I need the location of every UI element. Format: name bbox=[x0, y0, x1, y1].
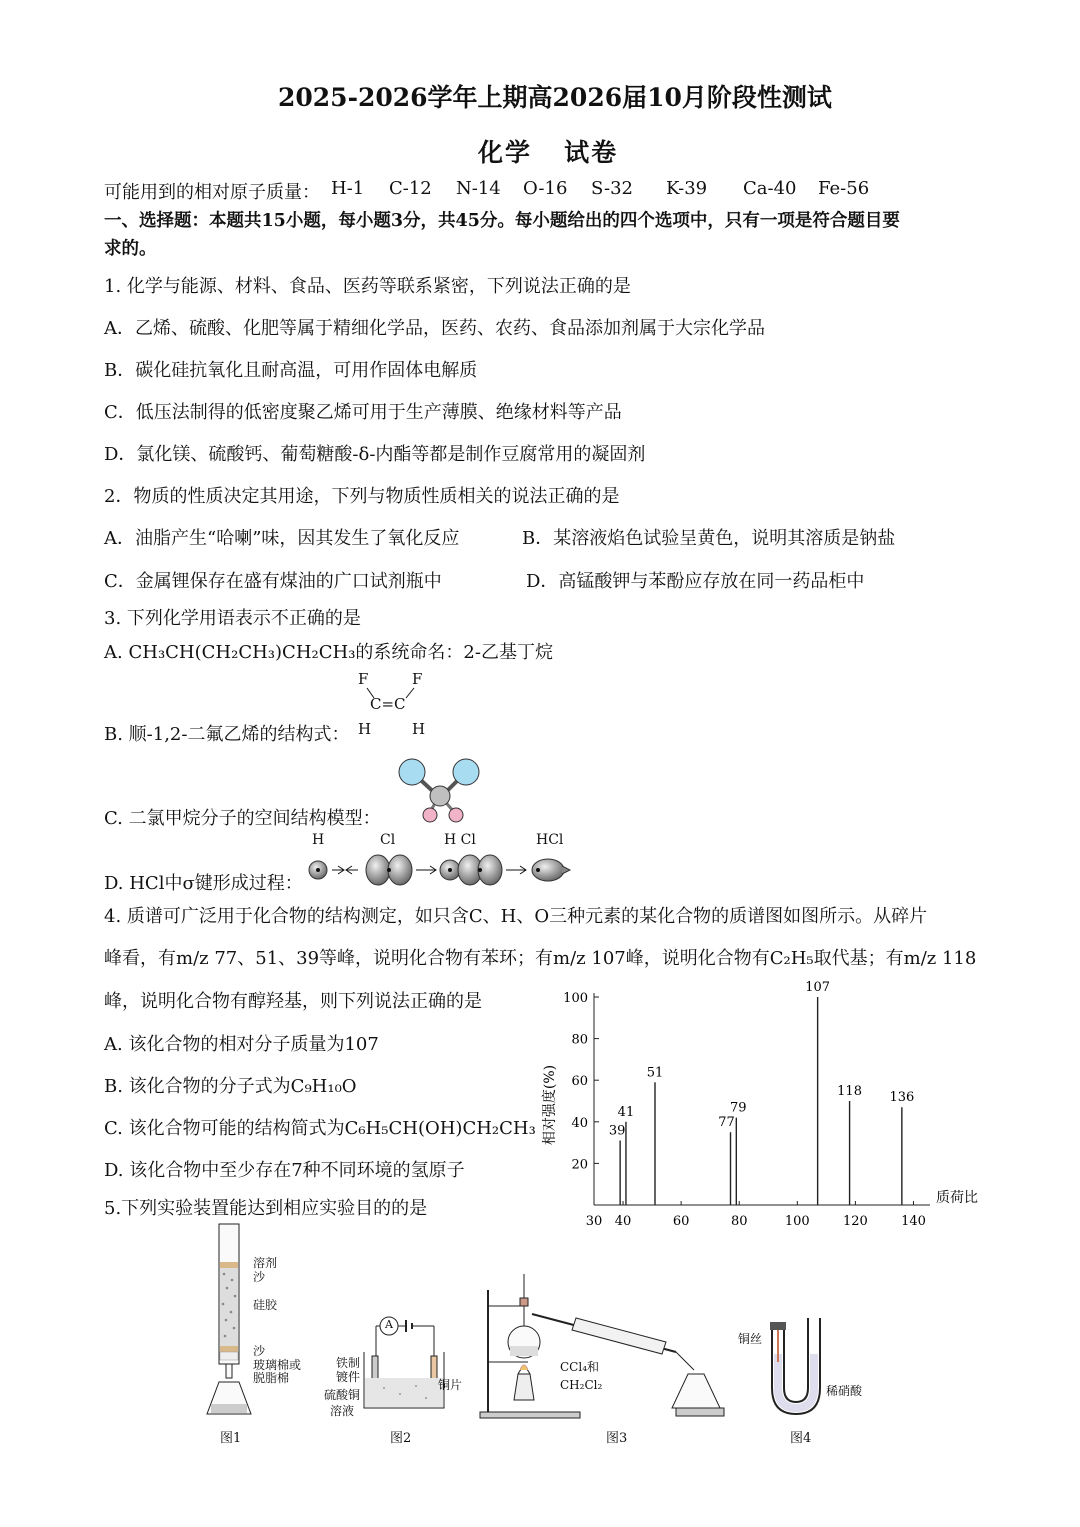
peak-label: 79 bbox=[730, 1100, 747, 1116]
atomic-mass-item: N-14 bbox=[456, 178, 501, 199]
label-cl: Cl bbox=[380, 832, 396, 848]
x-tick-label: 140 bbox=[901, 1214, 926, 1229]
atomic-mass-item: Ca-40 bbox=[743, 178, 797, 199]
fig3-label-ccl4: CCl₄和 bbox=[560, 1360, 600, 1374]
atomic-mass-item: S-32 bbox=[591, 178, 633, 199]
fig2-label-cuso4-1: 硫酸铜 bbox=[324, 1388, 361, 1402]
peak-label: 51 bbox=[646, 1065, 664, 1081]
mass-spectrum-chart bbox=[530, 975, 980, 1235]
subject-title bbox=[478, 133, 618, 169]
peak-label: 107 bbox=[805, 980, 831, 995]
fig1-caption: 图1 bbox=[220, 1431, 242, 1446]
fig2-label-iron2: 镀件 bbox=[336, 1370, 361, 1384]
cl-orbital-left bbox=[366, 855, 390, 885]
q1-option-a: A．乙烯、硫酸、化肥等属于精细化学品，医药、农药、食品添加剂属于大宗化学品 bbox=[104, 318, 765, 339]
q4-option-b: B. 该化合物的分子式为C₉H₁₀O bbox=[104, 1076, 357, 1097]
fig2-caption: 图2 bbox=[390, 1431, 412, 1446]
q4-option-d: D. 该化合物中至少存在7种不同环境的氢原子 bbox=[104, 1160, 465, 1181]
x-tick-label: 40 bbox=[614, 1214, 632, 1229]
fig3-caption: 图3 bbox=[606, 1431, 628, 1446]
sigma-bond-diagram bbox=[300, 832, 580, 892]
atomic-mass-item: H-1 bbox=[331, 178, 365, 199]
y-tick-label: 100 bbox=[563, 991, 588, 1006]
y-tick-label: 80 bbox=[571, 1032, 588, 1048]
q1-option-b: B．碳化硅抗氧化且耐高温，可用作固体电解质 bbox=[104, 360, 478, 381]
q2-option-b: B．某溶液焰色试验呈黄色，说明其溶质是钠盐 bbox=[522, 528, 896, 549]
paper-name: 试卷 bbox=[564, 138, 619, 167]
fig1-label-sand-top: 沙 bbox=[253, 1270, 266, 1284]
fig4-label-dilute-hno3: 稀硝酸 bbox=[826, 1384, 863, 1398]
x-tick-label: 80 bbox=[730, 1214, 748, 1229]
figure-2 bbox=[322, 1312, 472, 1452]
atomic-mass-item: C-12 bbox=[389, 178, 432, 199]
x-axis-label: 质荷比 bbox=[936, 1190, 978, 1206]
q3-option-a-prefix: A. bbox=[104, 642, 123, 663]
q1-option-d: D．氯化镁、硫酸钙、葡萄糖酸-δ-内酯等都是制作豆腐常用的凝固剂 bbox=[104, 444, 646, 465]
fig2-label-copper: 铜片 bbox=[438, 1378, 463, 1392]
q3-option-c: C. 二氯甲烷分子的空间结构模型： bbox=[104, 808, 381, 829]
difluoroethene-structure bbox=[354, 670, 434, 740]
y-axis-label: 相对强度(%) bbox=[542, 1064, 558, 1146]
carbon-double-bond: C=C bbox=[370, 695, 406, 713]
x-tick-label: 30 bbox=[585, 1214, 603, 1229]
fig1-label-sand-bottom: 沙 bbox=[253, 1344, 266, 1358]
label-hcl: HCl bbox=[536, 832, 564, 848]
fig3-label-ch2cl2: CH₂Cl₂ bbox=[560, 1378, 603, 1392]
q2-option-a: A．油脂产生“哈喇”味，因其发生了氧化反应 bbox=[104, 528, 460, 549]
q2-stem: 2．物质的性质决定其用途，下列与物质性质相关的说法正确的是 bbox=[104, 486, 620, 507]
atomic-mass-item: Fe-56 bbox=[818, 178, 870, 199]
q2-option-c: C．金属锂保存在盛有煤油的广口试剂瓶中 bbox=[104, 571, 442, 592]
fig1-label-cotton2: 脱脂棉 bbox=[253, 1371, 290, 1385]
q2-option-d: D．高锰酸钾与苯酚应存放在同一药品柜中 bbox=[526, 571, 865, 592]
cl-orbital-right bbox=[388, 855, 412, 885]
atomic-masses-label: 可能用到的相对原子质量： bbox=[104, 182, 320, 203]
page-title: 2025-2026学年上期高2026届10月阶段性测试 bbox=[278, 83, 832, 112]
q1-stem: 1. 化学与能源、材料、食品、医药等联系紧密，下列说法正确的是 bbox=[104, 276, 631, 297]
section-heading-cont: 求的。 bbox=[104, 239, 157, 259]
q4-option-a: A. 该化合物的相对分子质量为107 bbox=[104, 1034, 379, 1055]
x-tick-label: 100 bbox=[784, 1214, 810, 1229]
section-heading: 一、选择题：本题共15小题，每小题3分，共45分。每小题给出的四个选项中，只有一项是符合题目要 bbox=[104, 211, 900, 231]
q3-option-b: B. 顺-1,2-二氟乙烯的结构式： bbox=[104, 724, 350, 745]
atom-f1: F bbox=[358, 670, 369, 688]
atomic-mass-item: K-39 bbox=[666, 178, 708, 199]
fig2-label-cuso4-2: 溶液 bbox=[330, 1404, 355, 1418]
q4-line1: 4. 质谱可广泛用于化合物的结构测定，如只含C、H、O三种元素的某化合物的质谱图如图所示。从碎片 bbox=[104, 906, 928, 927]
q3-option-d: D. HCl中σ键形成过程： bbox=[104, 873, 303, 894]
x-tick-label: 60 bbox=[672, 1214, 690, 1229]
atomic-masses bbox=[104, 178, 320, 204]
fig2-label-iron1: 铁制 bbox=[336, 1356, 361, 1370]
figure-4 bbox=[736, 1318, 876, 1452]
y-tick-label: 40 bbox=[571, 1115, 588, 1131]
atom-h2: H bbox=[412, 720, 426, 738]
fig1-label-silica: 硅胶 bbox=[253, 1298, 278, 1312]
y-tick-label: 20 bbox=[571, 1157, 588, 1173]
q4-line3: 峰，说明化合物有醇羟基，则下列说法正确的是 bbox=[104, 991, 482, 1012]
peak-label: 118 bbox=[837, 1084, 862, 1099]
fig1-label-cotton1: 玻璃棉或 bbox=[253, 1358, 302, 1372]
dichloromethane-model-icon bbox=[390, 756, 490, 826]
ammeter-label: A bbox=[385, 1318, 393, 1331]
atom-f2: F bbox=[412, 670, 423, 688]
atomic-mass-item: O-16 bbox=[523, 178, 568, 199]
q3-stem: 3. 下列化学用语表示不正确的是 bbox=[104, 608, 361, 629]
figure-1 bbox=[205, 1222, 325, 1452]
q3-option-a-suffix: 的系统命名：2-乙基丁烷 bbox=[355, 642, 553, 663]
label-h: H bbox=[312, 832, 325, 848]
q1-option-c: C．低压法制得的低密度聚乙烯可用于生产薄膜、绝缘材料等产品 bbox=[104, 402, 622, 423]
q3-option-a-formula: CH₃CH(CH₂CH₃)CH₂CH₃ bbox=[128, 642, 356, 663]
fig4-caption: 图4 bbox=[790, 1431, 812, 1446]
q4-line2: 峰看，有m/z 77、51、39等峰，说明化合物有苯环；有m/z 107峰，说明化合物有C₂H₅取代基；有m/z 118 bbox=[104, 948, 977, 969]
y-tick-label: 60 bbox=[571, 1074, 588, 1090]
label-h-cl: H Cl bbox=[444, 832, 476, 848]
subject-name: 化学 bbox=[478, 138, 533, 167]
q3-option-a bbox=[104, 638, 553, 664]
atom-h1: H bbox=[358, 720, 372, 738]
q4-option-c: C. 该化合物可能的结构简式为C₆H₅CH(OH)CH₂CH₃ bbox=[104, 1118, 536, 1139]
peak-label: 77 bbox=[718, 1115, 735, 1131]
peak-label: 136 bbox=[889, 1090, 915, 1106]
figure-3 bbox=[476, 1270, 726, 1452]
fig4-label-copper-wire: 铜丝 bbox=[738, 1332, 763, 1346]
peak-label: 39 bbox=[608, 1123, 626, 1139]
x-tick-label: 120 bbox=[842, 1214, 868, 1229]
fig1-label-solvent: 溶剂 bbox=[253, 1256, 278, 1270]
peak-label: 41 bbox=[617, 1104, 635, 1120]
q5-stem: 5.下列实验装置能达到相应实验目的的是 bbox=[104, 1198, 428, 1219]
